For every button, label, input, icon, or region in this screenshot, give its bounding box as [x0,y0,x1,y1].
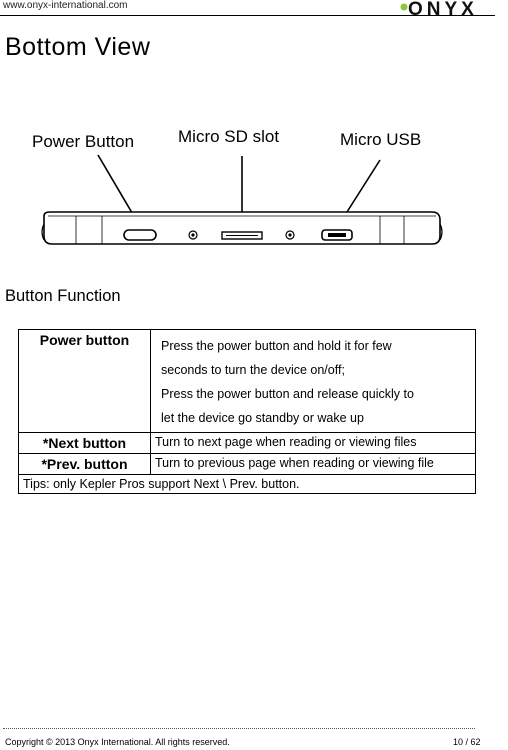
desc-line: seconds to turn the device on/off; [161,363,345,377]
table-row [19,454,476,475]
row-desc-power [151,330,476,433]
logo-text: ONYX [408,0,478,18]
desc-line: let the device go standby or wake up [161,411,364,425]
callout-microsd-slot: Micro SD slot [178,127,280,146]
callout-power-button: Power Button [32,132,135,151]
tips-note: Tips: only Kepler Pros support Next \ Prev. button. [19,475,476,494]
page-title: Bottom View [5,33,151,61]
callout-micro-usb: Micro USB [340,130,422,149]
row-name-power: Power button [19,330,151,433]
device-bottom-view [30,120,450,260]
desc-line: Press the power button and release quickly to [161,387,414,401]
desc-line: Press the power button and hold it for few [161,339,392,353]
row-name-next: *Next button [19,433,151,454]
row-desc-prev: Turn to previous page when reading or viewing file [151,454,476,475]
footer-rule [3,728,475,729]
header-rule [0,15,495,16]
footer-page-number: 10 / 62 [453,737,481,747]
logo-leaf-icon [401,4,408,11]
power-button-shape [124,230,156,240]
section-heading: Button Function [5,287,121,305]
table-row [19,330,476,433]
table-row [19,433,476,454]
row-name-prev: *Prev. button [19,454,151,475]
header-url: www.onyx-international.com [3,0,128,11]
table-row [19,475,476,494]
row-desc-next: Turn to next page when reading or viewing files [151,433,476,454]
footer-copyright: Copyright © 2013 Onyx International. All rights reserved. [5,737,230,747]
button-function-table [18,329,476,494]
